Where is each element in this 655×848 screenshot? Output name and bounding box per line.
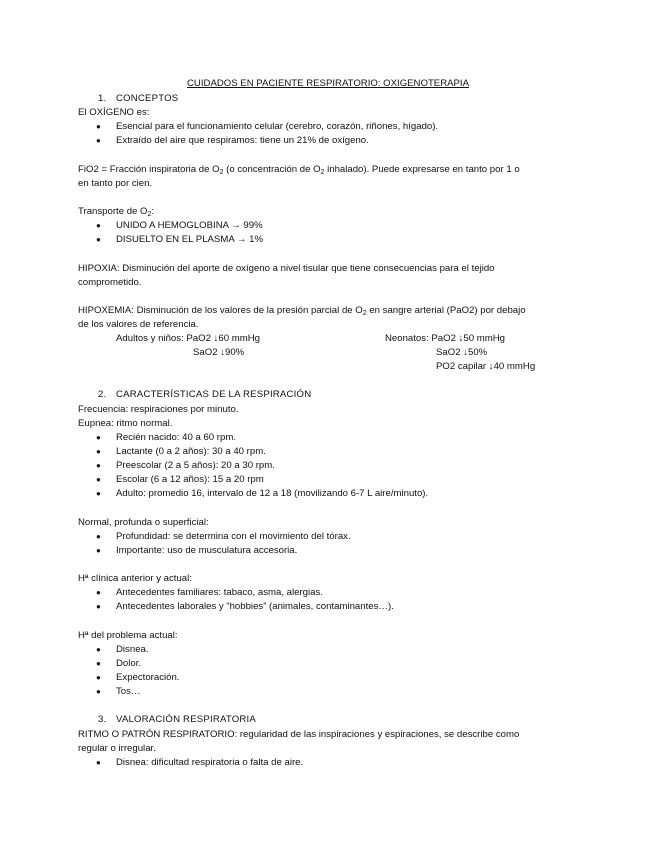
normal-heading: Normal, profunda o superficial:	[78, 517, 209, 528]
section-1-number: 1.	[98, 93, 107, 104]
hipoxemia-definition: HIPOXEMIA: Disminución de los valores de la presión parcial de $O_2$ en sangre arterial (PaO2) por debajo	[78, 305, 526, 317]
section-2-heading	[98, 388, 311, 401]
history-heading: Hª clínica anterior y actual:	[78, 573, 192, 584]
document-title: CUIDADOS EN PACIENTE RESPIRATORIO: OXIGENOTERAPIA	[187, 78, 469, 89]
section-3-title: VALORACIÓN RESPIRATORIA	[116, 714, 257, 725]
frecuencia-line: Frecuencia: respiraciones por minuto.	[78, 404, 239, 415]
list-item: ● Importante: uso de musculatura accesoria.	[96, 545, 298, 556]
eupnea-line: Eupnea: ritmo normal.	[78, 418, 173, 429]
list-item: ● Profundidad: se determina con el movimiento del tórax.	[96, 531, 351, 542]
section-2-title: CARACTERÍSTICAS DE LA RESPIRACIÓN	[116, 389, 312, 400]
oxygen-intro: El OXÍGENO es:	[78, 107, 150, 118]
list-item: ● Antecedentes familiares: tabaco, asma, alergias.	[96, 587, 323, 598]
list-item: ● Antecedentes laborales y “hobbies” (animales, contaminantes…).	[96, 601, 394, 612]
ritmo-definition: RITMO O PATRÓN RESPIRATORIO: regularidad de las inspiraciones y espiraciones, se describe como	[78, 729, 520, 740]
adults-pao2: Adultos y niños: PaO2 ↓60 mmHg	[116, 333, 260, 344]
adults-sao2: SaO2 ↓90%	[193, 347, 245, 358]
section-2-number: 2.	[98, 389, 107, 400]
fio2-definition: FiO2 = Fracción inspiratoria de $O_2$ (o concentración de $O_2$ inhalado). Puede expresarse en tanto por 1 o	[78, 164, 520, 176]
list-item: ● Lactante (0 a 2 años): 30 a 40 rpm.	[96, 446, 266, 457]
list-item: ● Esencial para el funcionamiento celular (cerebro, corazón, riñones, hígado).	[96, 121, 439, 132]
list-item: ● UNIDO A HEMOGLOBINA → 99%	[96, 220, 263, 231]
list-item: ● Disnea.	[96, 644, 149, 655]
section-1-title: CONCEPTOS	[116, 93, 179, 104]
neonates-po2: PO2 capilar ↓40 mmHg	[436, 361, 536, 372]
list-item: ● Dolor.	[96, 658, 142, 669]
transport-heading: Transporte de $O_2$:	[78, 206, 155, 218]
list-item: ● Extraído del aire que respiramos: tiene un 21% de oxígeno.	[96, 135, 369, 146]
fio2-definition-cont: en tanto por cien.	[78, 178, 153, 189]
list-item: ● DISUELTO EN EL PLASMA → 1%	[96, 234, 263, 245]
hipoxemia-definition-cont: de los valores de referencia.	[78, 319, 199, 330]
neonates-pao2: Neonatos: PaO2 ↓50 mmHg	[385, 333, 505, 344]
neonates-sao2: SaO2 ↓50%	[436, 347, 488, 358]
ritmo-definition-cont: regular o irregular.	[78, 743, 156, 754]
list-item: ● Tos…	[96, 686, 141, 697]
list-item: ● Escolar (6 a 12 años): 15 a 20 rpm	[96, 474, 264, 485]
problem-heading: Hª del problema actual:	[78, 630, 178, 641]
list-item: ● Adulto: promedio 16, intervalo de 12 a 18 (movilizando 6-7 L aire/minuto).	[96, 488, 429, 499]
section-3-number: 3.	[98, 714, 107, 725]
list-item: ● Recién nacido: 40 a 60 rpm.	[96, 432, 236, 443]
section-1-heading	[98, 92, 178, 105]
hipoxia-definition-cont: comprometido.	[78, 277, 142, 288]
list-item: ● Disnea: dificultad respiratoria o falta de aire.	[96, 757, 304, 768]
list-item: ● Expectoración.	[96, 672, 180, 683]
section-3-heading	[98, 713, 256, 726]
list-item: ● Preescolar (2 a 5 años): 20 a 30 rpm.	[96, 460, 275, 471]
hipoxia-definition: HIPOXIA: Disminución del aporte de oxígeno a nivel tisular que tiene consecuencias para el tejido	[78, 263, 495, 274]
